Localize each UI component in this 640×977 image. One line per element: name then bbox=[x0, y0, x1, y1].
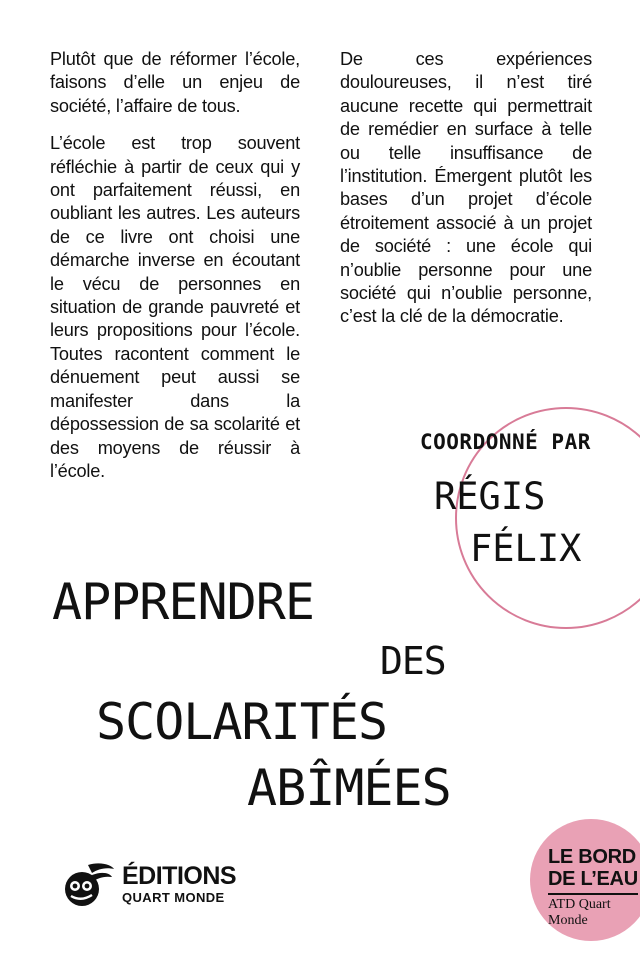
publisher-subname: QUART MONDE bbox=[122, 890, 225, 905]
book-title-line-1: APPRENDRE bbox=[52, 573, 314, 631]
copublisher-badge bbox=[530, 819, 640, 941]
blurb-paragraph: L’école est trop souvent réfléchie à partir de ceux qui y ont parfaitement réussi, en oubliant les autres. Les auteurs de ce livre ont choisi une démarche inverse en écoutant le vécu de personnes en situation de grande pauvreté et leurs propositions pour l’école. Toutes racontent comment le dénuement peut aussi se manifester dans la dépossession de sa scolarité et des moyens de réussir à l’école. bbox=[50, 133, 300, 481]
copublisher-line-1: LE BORD bbox=[548, 846, 636, 868]
credit-label: COORDONNÉ PAR bbox=[420, 430, 591, 454]
book-title-line-3: SCOLARITÉS bbox=[96, 693, 388, 751]
quart-monde-logo-icon bbox=[58, 859, 116, 909]
publisher-logo bbox=[58, 859, 236, 909]
author-last-name: FÉLIX bbox=[470, 527, 582, 570]
publisher-name: ÉDITIONS bbox=[122, 862, 237, 890]
copublisher-line-4: Monde bbox=[548, 913, 588, 928]
blurb-right-column bbox=[340, 48, 592, 343]
copublisher-line-3: ATD Quart bbox=[548, 897, 611, 912]
blurb-left-column bbox=[50, 48, 300, 497]
blurb-paragraph: De ces expériences douloureuses, il n’est tiré aucune recette qui permettrait de remédier en surface à telle ou telle insuffisance de l’institution. Émergent plutôt les bases d’un projet d’école étroitement associé à un projet de société : une école qui n’oublie personne pour une société qui n’oublie personne, c’est la clé de la démocratie. bbox=[340, 49, 592, 327]
blurb-paragraph: Plutôt que de réformer l’école, faisons d’elle un enjeu de société, l’affaire de tous. bbox=[50, 49, 300, 116]
author-first-name: RÉGIS bbox=[434, 475, 546, 518]
copublisher-line-2: DE L’EAU bbox=[548, 868, 638, 890]
book-title-line-2: DES bbox=[380, 639, 446, 683]
book-title-line-4: ABÎMÉES bbox=[247, 759, 451, 817]
copublisher-divider bbox=[548, 893, 638, 895]
